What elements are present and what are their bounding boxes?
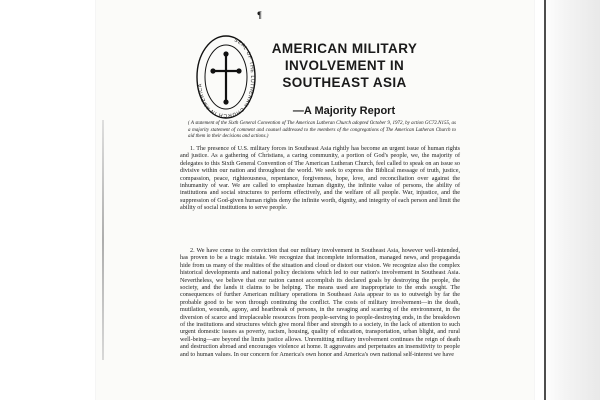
scan-border <box>544 0 546 400</box>
paragraph: 1. The presence of U.S. military forces in Southeast Asia rightly has become an urgent issue of human rights and justice. As a gathering of Christians, a caring community, a portion of God's people, we, the majority of delegates to this Sixth General Convention of The American Lutheran Church, feel called to speak on an issue so divisive within our nation and throughout the world. We seek to express the Biblical message of truth, justice, compassion, peace, righteousness, repentance, forgiveness, hope, love, and reconciliation over against the inhumanity of war. We are called to emphasize human dignity, the infinite value of persons, the ability of institutions and social structures to perform effectively, and the welfare of all people. War, injustice, and the suppression of God-given human rights deny the infinite worth, dignity, and integrity of each person and limit the ability of social institutions to serve people. <box>180 146 460 212</box>
church-seal-icon <box>195 34 257 120</box>
title-line: SOUTHEAST ASIA <box>282 75 407 90</box>
page-edge <box>102 120 104 360</box>
convention-statement: ( A statement of the Sixth General Convention of The American Lutheran Church adopted October 9, 1972, by action GC72.N155, as a majority statement of comment and counsel addressed to the members of the congregations of The American Lutheran Church to aid them in their decisions and actions.) <box>188 121 456 139</box>
document-subtitle: —A Majority Report <box>292 105 396 117</box>
title-line: AMERICAN MILITARY <box>271 41 418 56</box>
title-line: INVOLVEMENT IN <box>284 58 405 73</box>
document-title <box>262 40 427 91</box>
page-mark: ¶ <box>257 10 262 20</box>
seal-text: SEAL OF THE LUTHERAN CHURCH IN AMERICA <box>197 37 256 119</box>
paragraph: 2. We have come to the conviction that our military involvement in Southeast Asia, however well-intended, has proven to be a tragic mistake. We recognize that incomplete information, managed news, and propaganda hide from us many of the realities of the situation and cloud or distort our vision. We recognize also the complex historical developments and national policy decisions which led to our nation's involvement in Southeast Asia. Nevertheless, we believe that our nation cannot accomplish its declared goals by destroying the people, the society, and the lands it claims to be helping. The means used are inappropriate to the ends sought. The consequences of further American military operations in Southeast Asia appear to us to outweigh by far the probable good to be won through continuing the conflict. The costs of military involvement—in the death, mutilation, wounds, agony, and heartbreak of persons, in the ravaging and scarring of the environment, in the diversion of scarce and irreplaceable resources from people-serving to people-destroying ends, in the breakdown of the institutions and structures which give moral fiber and strength to a society, in the lack of attention to such urgent domestic issues as poverty, racism, housing, quality of education, transportation, urban blight, and rural well-being—are beyond the limits justice allows. Unremitting military involvement continues the reign of death and destruction abroad and encourages violence at home. It aggravates and perpetuates an insensitivity to people and to human values. In our concern for America's own honor and America's own national self-interest we have <box>180 248 460 358</box>
scan-margin <box>542 0 600 400</box>
